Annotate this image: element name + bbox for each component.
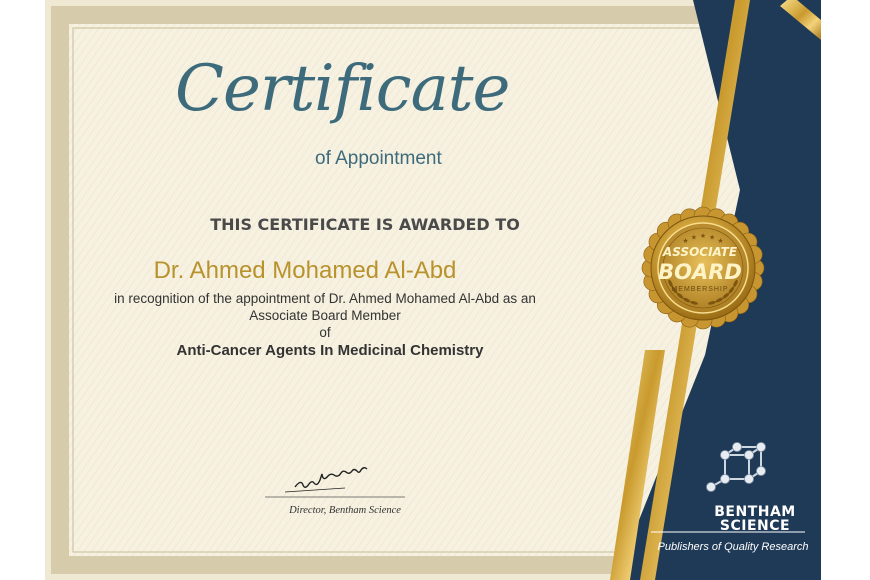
brand-name-line-2: SCIENCE xyxy=(719,518,791,534)
recipient-name: Dr. Ahmed Mohamed Al-Abd xyxy=(153,257,457,284)
seal-star-icon: ★ xyxy=(699,233,707,240)
certificate xyxy=(45,0,821,580)
certificate-subtitle: of Appointment xyxy=(315,148,442,169)
brand-tagline: Publishers of Quality Research xyxy=(657,541,809,553)
seal-star-icon: ★ xyxy=(708,234,716,242)
journal-name: Anti-Cancer Agents In Medicinal Chemistry xyxy=(176,342,484,359)
seal-bottom-text: MEMBERSHIP xyxy=(671,286,729,293)
seal-star-icon: ★ xyxy=(690,234,698,242)
recognition-line-1: in recognition of the appointment of Dr. Ahmed Mohamed Al-Abd as an xyxy=(114,291,536,306)
seal-main-text: BOARD xyxy=(658,260,742,284)
signer-title: Director, Bentham Science xyxy=(289,505,401,516)
of-word: of xyxy=(319,325,331,340)
seal-star-icon: ★ xyxy=(682,238,689,246)
seal-top-text: ASSOCIATE xyxy=(662,245,738,259)
seal-star-icon: ★ xyxy=(717,238,724,246)
certificate-title: Certificate xyxy=(175,52,510,126)
recognition-line-2: Associate Board Member xyxy=(249,308,401,323)
brand-name-line-1: BENTHAM xyxy=(714,504,796,520)
awarded-heading: THIS CERTIFICATE IS AWARDED TO xyxy=(210,215,520,234)
